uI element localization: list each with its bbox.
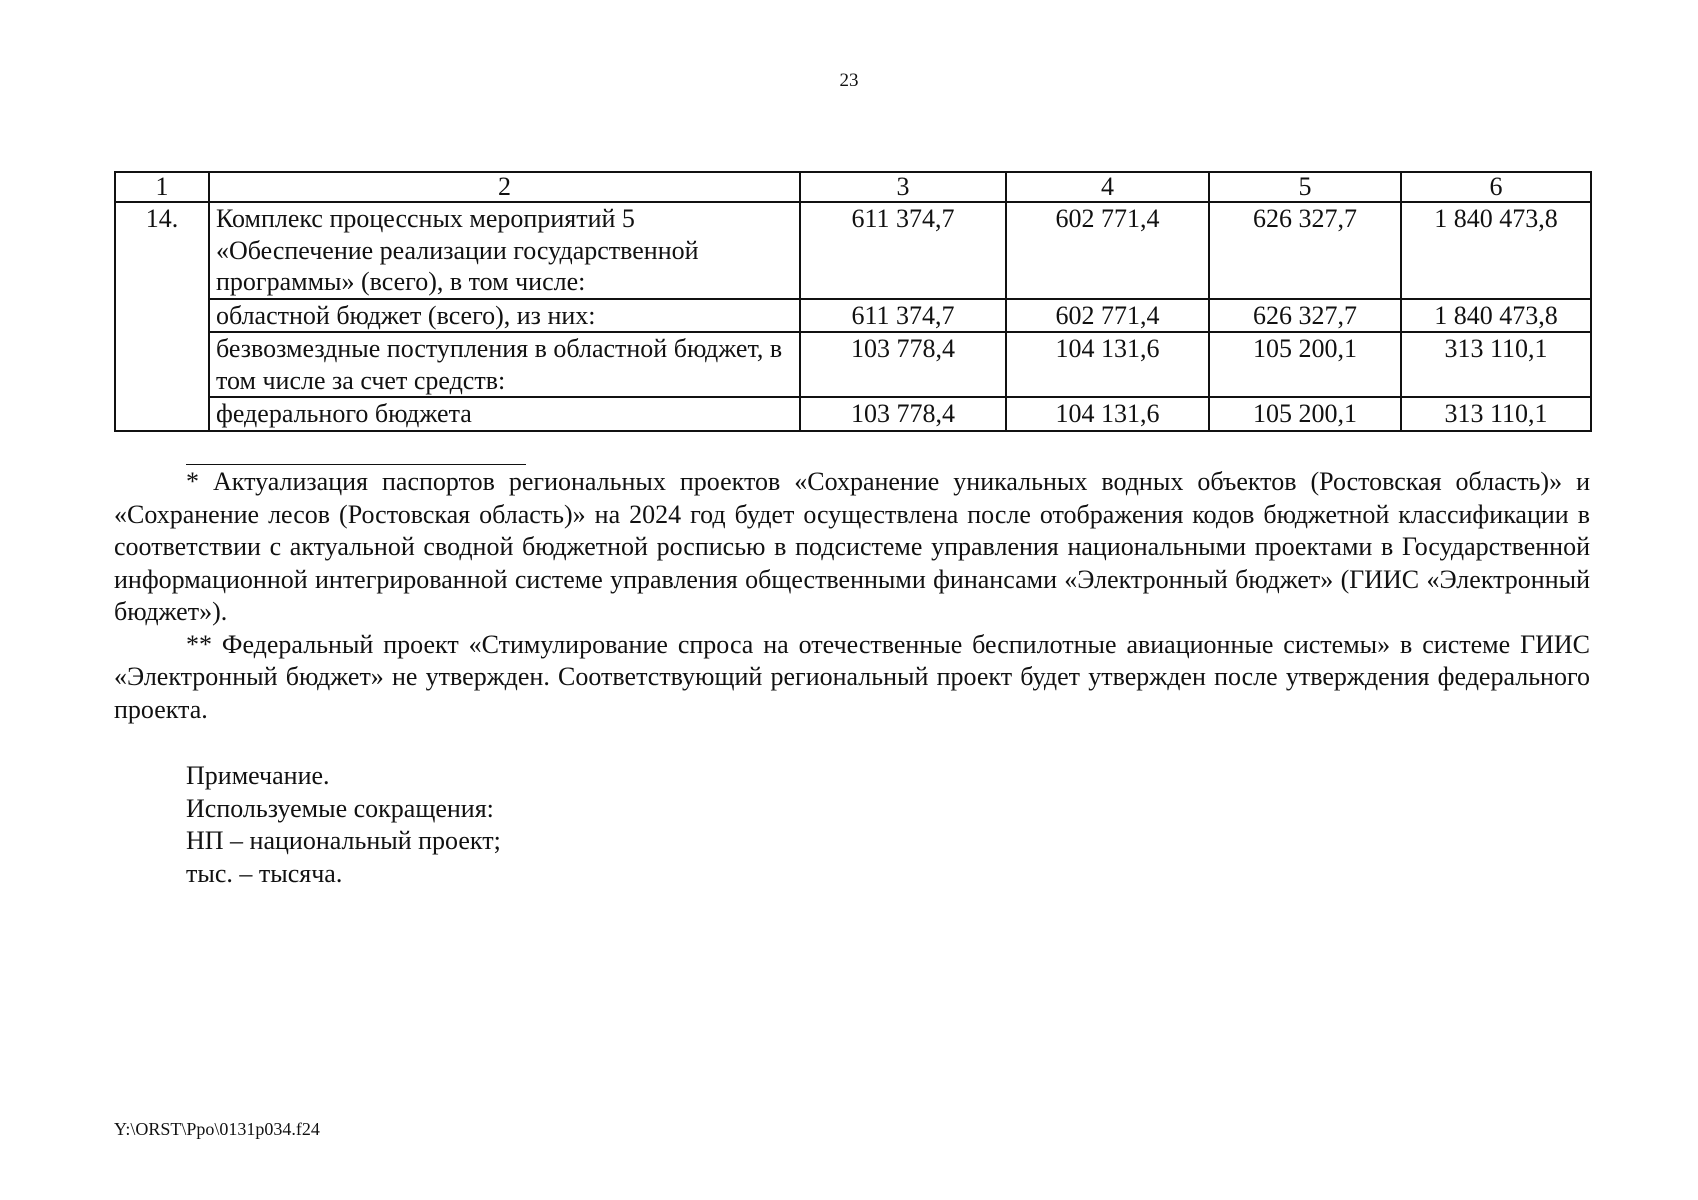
budget-table [114, 171, 1592, 432]
cell-value: 313 110,1 [1401, 332, 1591, 397]
cell-value: 602 771,4 [1006, 299, 1209, 333]
cell-value: 105 200,1 [1209, 397, 1401, 431]
footnote-divider [186, 464, 526, 465]
file-path: Y:\ORST\Ppo\0131p034.f24 [114, 1119, 320, 1139]
cell-value: 1 840 473,8 [1401, 202, 1591, 299]
cell-value: 103 778,4 [800, 397, 1006, 431]
column-header: 6 [1401, 172, 1591, 202]
cell-value: 104 131,6 [1006, 332, 1209, 397]
note-subtitle: Используемые сокращения: [186, 793, 494, 823]
cell-value: 104 131,6 [1006, 397, 1209, 431]
footnotes [114, 466, 1590, 726]
column-header: 2 [209, 172, 800, 202]
abbreviation-item: НП – национальный проект; [186, 826, 501, 855]
column-header: 5 [1209, 172, 1401, 202]
cell-value: 611 374,7 [800, 299, 1006, 333]
footnote-2: ** Федеральный проект «Стимулирование спроса на отечественные беспилотные авиационные системы» в системе ГИИС «Электронный бюджет» не утвержден. Соответствующий региональный проект будет утвержден после утверждения федерального проекта. [114, 629, 1590, 724]
cell-value: 626 327,7 [1209, 299, 1401, 333]
table-row [115, 202, 1591, 299]
table-row [115, 332, 1591, 397]
page-number: 23 [839, 70, 859, 91]
table-row [115, 397, 1591, 431]
note-title: Примечание. [186, 761, 330, 790]
note-block [186, 760, 986, 890]
cell-value: 626 327,7 [1209, 202, 1401, 299]
cell-value: 103 778,4 [800, 332, 1006, 397]
abbreviation-item: тыс. – тысяча. [186, 858, 343, 888]
cell-value: 1 840 473,8 [1401, 299, 1591, 333]
column-header: 1 [115, 172, 209, 202]
cell-value: 602 771,4 [1006, 202, 1209, 299]
column-header: 3 [800, 172, 1006, 202]
row-label: Комплекс процессных мероприятий 5 «Обеспечение реализации государственной программы» (всего), в том числе: [209, 202, 800, 299]
row-index: 14. [115, 202, 209, 431]
table-header-row [115, 172, 1591, 202]
cell-value: 313 110,1 [1401, 397, 1591, 431]
row-label: безвозмездные поступления в областной бюджет, в том числе за счет средств: [209, 332, 800, 397]
row-label: областной бюджет (всего), из них: [209, 299, 800, 333]
table-row [115, 299, 1591, 333]
cell-value: 105 200,1 [1209, 332, 1401, 397]
footnote-1: * Актуализация паспортов региональных проектов «Сохранение уникальных водных объектов (Ростовская область)» и «Сохранение лесов (Ростовская область)» на 2024 год будет осуществлена после отображения кодов бюджетной классификации в соответствии с актуальной сводной бюджетной росписью в подсистеме управления национальными проектами в Государственной информационной интегрированной системе управления общественными финансами «Электронный бюджет» (ГИИС «Электронный бюджет»). [114, 467, 1590, 626]
column-header: 4 [1006, 172, 1209, 202]
cell-value: 611 374,7 [800, 202, 1006, 299]
row-label: федерального бюджета [209, 397, 800, 431]
